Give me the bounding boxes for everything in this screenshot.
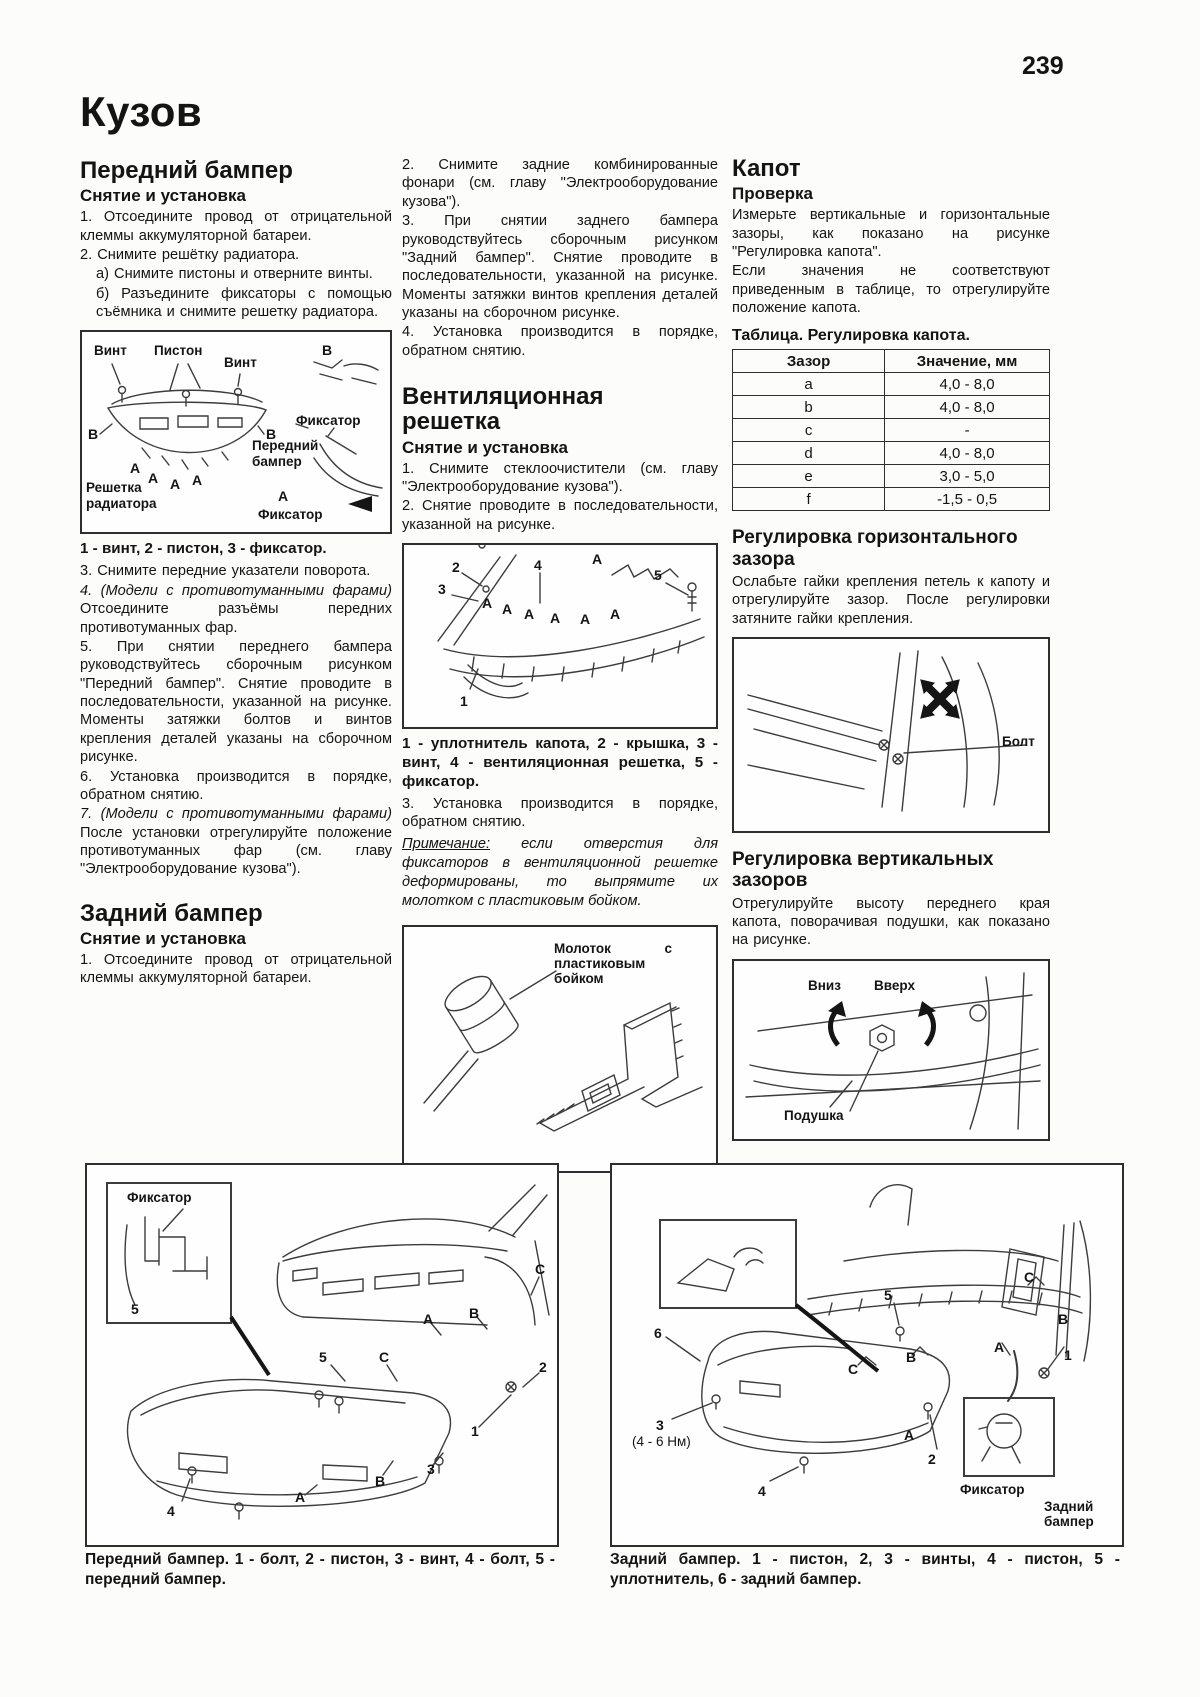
page-title: Кузов (80, 88, 203, 135)
four-way-arrow-icon (900, 659, 979, 738)
rear-marker-b-2: B (1058, 1311, 1069, 1327)
gap-cell: e (733, 465, 885, 488)
front-bumper-subheading: Снятие и установка (80, 186, 246, 206)
vent-marker-a-2: A (502, 601, 513, 617)
vent-grille-caption: 1 - уплотнитель капота, 2 - крышка, 3 - винт, 4 - вентиляционная решетка, 5 - фиксатор. (402, 735, 718, 790)
grille-marker-a-4: A (192, 472, 203, 489)
front-inset-fixator-label: Фиксатор (127, 1190, 192, 1205)
rear-marker-c-2: C (1024, 1269, 1035, 1285)
grille-label-fixator-1: Фиксатор (296, 413, 361, 429)
table-row (733, 465, 1050, 488)
table-row (733, 488, 1050, 511)
rear-fixator-label: Фиксатор (960, 1482, 1025, 1497)
hood-gap-table (732, 349, 1050, 511)
rear-bumper-line-art (612, 1165, 1118, 1541)
grille-label-vint-2: Винт (224, 355, 257, 371)
page-number: 239 (1022, 52, 1064, 80)
cushion-down-label: Вниз (808, 977, 841, 993)
vent-grille-step-2: 2. Снятие проводите в последовательности, указанной на рисунке. (402, 498, 718, 533)
figure-rear-bumper-exploded (610, 1163, 1124, 1547)
table-row (733, 373, 1050, 396)
rear-bumper-figure-caption: Задний бампер. 1 - пистон, 2, 3 - винты, 4 - пистон, 5 - уплотнитель, 6 - задний бампер. (610, 1551, 1120, 1588)
front-bumper-step-4 (80, 582, 392, 637)
front-marker-3: 3 (427, 1461, 435, 1477)
column-2 (402, 156, 718, 1178)
front-bumper-step-1: 1. Отсоедините провод от отрицательной клеммы аккумуляторной батареи. (80, 209, 392, 244)
rear-marker-b-1: B (906, 1349, 917, 1365)
rear-marker-6: 6 (654, 1325, 662, 1341)
front-bumper-step-2: 2. Снимите решётку радиатора. (80, 246, 300, 263)
vent-marker-4: 4 (534, 557, 542, 573)
step-7-condition: (Модели с противотуманными фарами) (100, 806, 392, 823)
figure-plastic-hammer (402, 925, 718, 1173)
table-row (733, 442, 1050, 465)
rear-bumper-step-3: 3. При снятии заднего бампера руководствуйтесь сборочным рисунком "Задний бампер". Снятие проводите в последовательности, указанной на рисунке. Моменты затяжки винтов крепления деталей указаны на сборочном рисунке. (402, 213, 718, 321)
front-marker-2: 2 (539, 1359, 547, 1375)
grille-label-vint-1: Винт (94, 343, 127, 359)
front-marker-b-2: B (375, 1473, 386, 1489)
grille-label-fixator-2: Фиксатор (258, 507, 323, 523)
section-horizontal-gap: Регулировка горизонтального зазора (732, 527, 1018, 570)
front-marker-a-2: A (295, 1489, 306, 1505)
front-marker-a-1: A (423, 1311, 434, 1327)
rear-marker-c-1: C (848, 1361, 859, 1377)
step-7-number: 7. (80, 806, 93, 823)
rear-marker-2: 2 (928, 1451, 936, 1467)
vent-grille-step-3: 3. Установка производится в порядке, обратном снятию. (402, 796, 718, 831)
rear-marker-a-2: A (904, 1427, 915, 1443)
rear-marker-4: 4 (758, 1483, 766, 1499)
column-1 (80, 88, 392, 989)
front-marker-c-2: C (379, 1349, 390, 1365)
vent-marker-a-6: A (610, 606, 621, 622)
grille-marker-b-left: B (88, 426, 99, 443)
step-7-text: После установки отрегулируйте положение противотуманных фар (см. главу "Электрооборудование кузова"). (80, 824, 392, 878)
vertical-gaps-text: Отрегулируйте высоту переднего края капота, поворачивая подушки, как показано на рисунке. (732, 895, 1050, 949)
step-4-text: Отсоедините разъёмы передних противотуманных фар. (80, 601, 392, 636)
step-4-condition: (Модели с противотуманными фарами) (100, 582, 392, 599)
vent-grille-subheading: Снятие и установка (402, 437, 568, 457)
hinge-bolt-line-art (734, 639, 1048, 827)
front-bumper-step-6: 6. Установка производится в порядке, обратном снятию. (80, 768, 392, 803)
front-marker-4: 4 (167, 1503, 175, 1519)
table-header-gap: Зазор (733, 350, 885, 373)
grille-marker-b-top: B (322, 342, 333, 359)
horizontal-gap-text: Ослабьте гайки крепления петель к капоту и отрегулируйте зазор. После регулировки затяните гайки крепления. (732, 573, 1050, 627)
hood-para-1: Измерьте вертикальные и горизонтальные зазоры, как показано на рисунке "Регулировка капота". (732, 207, 1050, 260)
front-bumper-step-2b: б) Разъедините фиксаторы с помощью съёмника и снимите решетку радиатора. (96, 285, 392, 321)
vent-marker-a-top: A (592, 551, 603, 567)
section-front-bumper: Передний бампер (80, 157, 293, 184)
table-row (733, 419, 1050, 442)
step-4-number: 4. (80, 582, 93, 599)
cushion-up-label: Вверх (874, 977, 915, 993)
grille-label-piston: Пистон (154, 343, 203, 359)
rear-bumper-step-2: 2. Снимите задние комбинированные фонари (см. главу "Электрооборудование кузова"). (402, 157, 718, 210)
hood-table-title: Таблица. Регулировка капота. (732, 327, 970, 345)
front-bumper-step-5: 5. При снятии переднего бампера руководствуйтесь сборочным рисунком "Передний бампер". Снятие проводите в последовательности, указанной на рисунке. Моменты затяжки болтов и винтов крепления деталей указаны на сборочном рисунке. (80, 638, 392, 766)
grille-label-radiator-grille: Решетка радиатора (86, 480, 157, 511)
vent-grille-line-art (404, 545, 716, 723)
front-marker-1: 1 (471, 1423, 479, 1439)
table-row (733, 396, 1050, 419)
front-marker-5-inset: 5 (131, 1301, 139, 1317)
grille-marker-a-5: A (278, 488, 289, 505)
rear-torque-note: (4 - 6 Нм) (632, 1434, 691, 1449)
grille-marker-a-3: A (170, 476, 181, 493)
value-cell: 4,0 - 8,0 (885, 373, 1050, 396)
front-marker-b-1: B (469, 1305, 480, 1321)
rear-bumper-label: Задний бампер (1044, 1499, 1094, 1530)
vent-marker-a-1: A (482, 595, 493, 611)
gap-cell: d (733, 442, 885, 465)
front-bumper-step-2a: а) Снимите пистоны и отверните винты. (96, 266, 373, 283)
value-cell: - (885, 419, 1050, 442)
rear-bumper-step-4: 4. Установка производится в порядке, обратном снятию. (402, 324, 718, 359)
rear-marker-3: 3 (656, 1417, 664, 1433)
figure-vent-grille (402, 543, 718, 729)
front-bumper-figure-caption: Передний бампер. 1 - болт, 2 - пистон, 3 - винт, 4 - болт, 5 - передний бампер. (85, 1551, 555, 1588)
rear-bumper-step-1: 1. Отсоедините провод от отрицательной клеммы аккумуляторной батареи. (80, 952, 392, 987)
value-cell: -1,5 - 0,5 (885, 488, 1050, 511)
note-text: если отверстия для фиксаторов в вентиляционной решетке деформированы, то выпрямите их молотком с пластиковым бойком. (402, 835, 718, 909)
front-bumper-step-7 (80, 805, 392, 879)
section-vertical-gaps: Регулировка вертикальных зазоров (732, 849, 994, 892)
bolt-label: Болт (1002, 734, 1035, 750)
figure-hood-cushion (732, 959, 1050, 1141)
cushion-label: Подушка (784, 1107, 844, 1123)
front-bumper-step-3: 3. Снимите передние указатели поворота. (80, 563, 371, 580)
rear-marker-5: 5 (884, 1287, 892, 1303)
value-cell: 3,0 - 5,0 (885, 465, 1050, 488)
table-header-row (733, 350, 1050, 373)
note-label: Примечание: (402, 835, 491, 852)
hammer-label: Молоток с пластиковым бойком (554, 941, 672, 987)
section-vent-grille: Вентиляционная решетка (402, 383, 604, 436)
front-marker-c-1: C (535, 1261, 546, 1277)
rear-marker-a-1: A (994, 1339, 1005, 1355)
figure-front-bumper-exploded (85, 1163, 559, 1547)
grille-marker-a-1: A (130, 460, 141, 477)
value-cell: 4,0 - 8,0 (885, 396, 1050, 419)
vent-marker-5: 5 (654, 567, 662, 583)
hood-subheading: Проверка (732, 184, 814, 204)
gap-cell: a (733, 373, 885, 396)
figure-hood-hinge-bolt (732, 637, 1050, 833)
grille-marker-b-right: B (266, 426, 277, 443)
vent-marker-a-3: A (524, 606, 535, 622)
front-marker-5: 5 (319, 1349, 327, 1365)
gap-cell: c (733, 419, 885, 442)
vent-marker-3: 3 (438, 581, 446, 597)
column-3 (732, 156, 1050, 1146)
grille-label-front-bumper: Передний бампер (252, 438, 319, 469)
gap-cell: f (733, 488, 885, 511)
radiator-grille-caption: 1 - винт, 2 - пистон, 3 - фиксатор. (80, 540, 327, 558)
vent-marker-1: 1 (460, 693, 468, 709)
vent-marker-a-4: A (550, 610, 561, 626)
gap-cell: b (733, 396, 885, 419)
rear-bumper-subheading: Снятие и установка (80, 929, 246, 948)
grille-marker-a-2: A (148, 470, 159, 487)
section-rear-bumper: Задний бампер (80, 899, 263, 927)
vent-marker-a-5: A (580, 611, 591, 627)
rear-marker-1: 1 (1064, 1347, 1072, 1363)
vent-grille-note (402, 835, 718, 911)
value-cell: 4,0 - 8,0 (885, 442, 1050, 465)
section-hood: Капот (732, 155, 801, 182)
vent-grille-step-1: 1. Снимите стеклоочистители (см. главу "Электрооборудование кузова"). (402, 460, 718, 495)
vent-marker-2: 2 (452, 559, 460, 575)
figure-radiator-grille (80, 330, 392, 534)
hood-para-2: Если значения не соответствуют приведенным в таблице, то отрегулируйте положение капота. (732, 263, 1050, 317)
table-header-value: Значение, мм (885, 350, 1050, 373)
